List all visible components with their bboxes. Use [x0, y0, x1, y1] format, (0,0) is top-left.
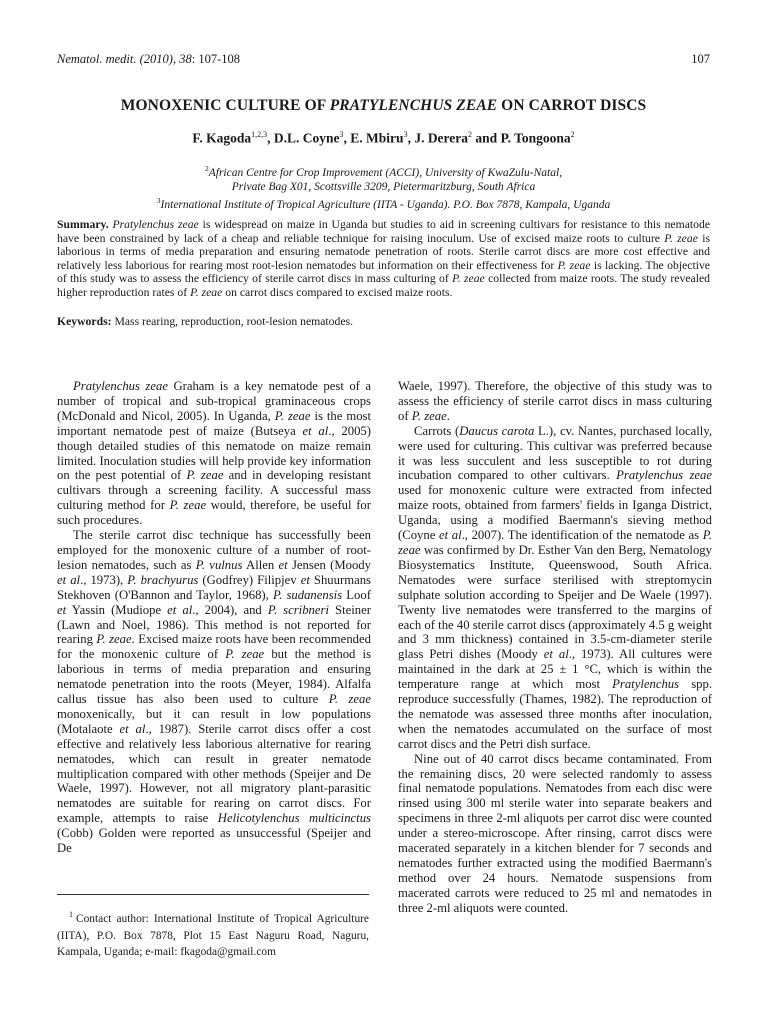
running-head	[57, 52, 710, 67]
species-name: P. zeae	[452, 272, 485, 285]
author-name: , E. Mbiru	[343, 130, 404, 146]
et: et	[57, 602, 67, 617]
affiliations	[57, 162, 710, 212]
body-text: Shuurmans Stekhoven (O'Bannon and Taylor, 1968),	[57, 572, 371, 602]
author-affil-mark: 3	[403, 130, 408, 139]
affil-mark: 3	[156, 195, 161, 205]
body-text: Carrots (	[414, 423, 460, 438]
body-text: spp. reproduce successfully (Thames, 1982). The reproduction of the nematode was assessed three months after inoculation, when the nematodes accumulated on the surface of most carrot discs and the Petri dish surface.	[398, 677, 712, 751]
abstract-text: is widespread on maize in Uganda but studies to aid in screening cultivars for resistance to this nematode have been constrained by lack of a cheap and reliable technique for raising inoculum. Use of excised maize roots to culture	[57, 218, 711, 245]
species-name: P. zeae	[398, 528, 712, 557]
title-text: MONOXENIC CULTURE OF	[120, 97, 330, 114]
body-text: . Excised maize roots have been recommended for the monoxenic culture of	[57, 632, 371, 662]
et-al: et al	[543, 647, 569, 662]
keywords-label: Keywords:	[57, 315, 112, 328]
species-name: Pratylenchus zeae	[73, 379, 168, 393]
author-name: F. Kagoda	[192, 130, 252, 146]
body-text: Jensen (Moody	[287, 557, 371, 572]
title-text-end: ON CARROT DISCS	[497, 97, 647, 114]
species-name: Pratylenchus zeae	[112, 218, 199, 231]
body-paragraph	[398, 752, 712, 916]
species-name: P. zeae	[411, 408, 447, 423]
body-text: The sterile carrot disc technique has successfully been employed for the monoxenic culture of a number of root-lesion nematodes, such as	[57, 528, 371, 572]
species-name: Pratylenchus zeae	[616, 468, 712, 483]
body-text: was confirmed by Dr. Esther Van den Berg, Nematology Biosystematics Institute, Queenswood, South Africa. Nematodes were surface sterilised with streptomycin sulphate solution according to Speijer and De Waele (1997). Twenty live nematodes were transferred to the margins of each of the 40 sterile carrot discs (approximately 4.5 g weight and 3 mm thickness) contained in 3.5-cm-diameter sterile glass Petri dishes (Moody	[398, 542, 712, 662]
page-number: 107	[691, 52, 710, 66]
affil-text: International Institute of Tropical Agriculture (IITA - Uganda). P.O. Box 7878, Kampala, Uganda	[160, 198, 611, 211]
body-text: Allen	[242, 557, 279, 572]
species-name: P. zeae	[274, 408, 311, 423]
body-column-left	[57, 379, 371, 856]
author-list	[57, 130, 710, 147]
species-name: P. zeae	[664, 231, 698, 245]
author-affil-mark: 1,2,3	[251, 130, 268, 139]
body-text: ., 2004), and	[192, 602, 268, 617]
title-species: PRATYLENCHUS ZEAE	[329, 97, 498, 114]
abstract-text: is laborious in terms of media preparation and ensuring nematode penetration of roots. Sterile carrot discs are more cost effective and relatively less laborious for rearing most root-lesion nematodes but information on their effectiveness for	[57, 231, 711, 272]
body-text: Steiner (Lawn and Noel, 1986). This method is not reported for rearing	[57, 602, 371, 647]
body-paragraph	[398, 379, 712, 424]
affiliation-iita	[57, 194, 710, 212]
journal-citation: Nematol. medit. (2010), 38	[57, 52, 192, 66]
body-text: ., 1987). Sterile carrot discs offer a cost effective and relatively less laborious alternative for rearing nematodes, which can result in greater nematode multiplication compared with other methods (Speijer and De Waele, 1997). However, not all migratory plant-parasitic nematodes are suitable for rearing on carrot discs. For example, attempts to raise	[57, 721, 371, 826]
abstract-text: on carrot discs compared to excised maize roots.	[222, 285, 453, 299]
author-name: , D.L. Coyne	[267, 130, 340, 146]
et: et	[300, 572, 310, 587]
species-name: Helicotylenchus multicinctus	[217, 811, 371, 826]
species-name: P. zeae	[225, 647, 265, 662]
affiliation-acci-address: Private Bag X01, Scottsville 3209, Pietermaritzburg, South Africa	[231, 180, 536, 193]
body-text: ., 2005) though detailed studies of this nematode on maize remain limited. Inoculation studies will help provide key information on the pest potential of	[57, 423, 372, 483]
species-name: P. zeae	[186, 468, 224, 483]
species-name: Pratylenchus	[612, 677, 680, 692]
author-affil-mark: 2	[468, 130, 473, 139]
footnote-mark: 1	[69, 910, 73, 919]
body-text: used for monoxenic culture were extracted from infected maize roots, obtained from farmers' fields in Iganga District, Uganda, using a modified Baermann's sieving method (Coyne	[398, 483, 712, 543]
abstract-text: collected from maize roots. The study revealed higher reproduction rates of	[57, 272, 710, 299]
author-name: and P. Tongoona	[472, 130, 571, 146]
species-name: P. sudanensis	[273, 587, 343, 602]
author-name: , J. Derera	[407, 130, 469, 146]
species-name: P. zeae	[328, 692, 371, 707]
footnote	[57, 907, 369, 961]
body-text: ., 1973). All cultures were maintained in the dark at 25 ± 1 °C, which is within the temperature range at which most	[398, 647, 712, 692]
species-name: P. vulnus	[195, 557, 243, 572]
paper-title	[57, 97, 710, 115]
keywords-text: Mass rearing, reproduction, root-lesion nematodes.	[111, 315, 354, 328]
author-affil-mark: 3	[339, 130, 344, 139]
abstract-label: Summary.	[57, 218, 109, 231]
body-text: L.), cv. Nantes, purchased locally, were used for culturing. This cultivar was preferred because it was less succulent and less susceptible to rot during incubation compared to other cultivars.	[398, 423, 713, 483]
body-text: Yassin (Mudiope	[66, 602, 168, 617]
body-text: is the most important nematode pest of maize (Butseya	[57, 408, 371, 438]
body-text: and in developing resistant cultivars through a screening facility. A successful mass culturing method for	[57, 468, 371, 513]
species-name: Daucus carota	[459, 423, 535, 438]
species-name: P. zeae	[169, 498, 207, 513]
body-text: ., 1973),	[80, 572, 128, 587]
keywords	[57, 315, 710, 328]
body-paragraph	[57, 379, 371, 528]
species-name: P. zeae	[190, 285, 223, 299]
body-text: Waele, 1997). Therefore, the objective of this study was to assess the efficiency of sterile carrot discs in mass culturing of	[398, 379, 712, 423]
footnote-divider	[57, 894, 369, 895]
affiliation-acci	[57, 162, 710, 180]
species-name: P. zeae	[557, 258, 591, 272]
species-name: P. zeae	[96, 632, 132, 647]
body-text: Graham is a key nematode pest of a number of tropical and sub-tropical graminaceous crops (McDonald and Nicol, 2005). In Uganda,	[57, 379, 371, 423]
et-al: et al	[302, 423, 329, 438]
body-text: monoxenically, but it can result in low populations (Motalaote	[57, 706, 371, 736]
abstract	[57, 218, 710, 299]
author-affil-mark: 2	[570, 130, 575, 139]
body-paragraph	[57, 528, 371, 856]
species-name: P. scribneri	[267, 602, 329, 617]
body-text: ., 2007). The identification of the nematode as	[461, 528, 703, 543]
footnote-text: Contact author: International Institute of Tropical Agriculture (IITA), P.O. Box 7878, Plot 15 East Naguru Road, Naguru, Kampala, Uganda; e-mail: fkagoda@gmail.com	[57, 912, 369, 959]
body-text: .	[446, 408, 450, 423]
et-al: et al	[57, 572, 81, 587]
affil-text: African Centre for Crop Improvement (ACCI), University of KwaZulu-Natal,	[208, 166, 563, 179]
et-al: et al	[438, 528, 462, 543]
species-name: P. brachyurus	[127, 572, 199, 587]
body-text: Loof	[342, 587, 371, 602]
body-text: but the method is laborious in terms of media preparation and ensuring nematode penetration into the roots (Meyer, 1984). Alfalfa callus tissue has also been used to culture	[57, 647, 372, 707]
page-range: : 107-108	[191, 52, 240, 66]
body-paragraph	[398, 424, 712, 752]
body-column-right	[398, 379, 712, 916]
body-text: (Cobb) Golden were reported as unsuccessful (Speijer and De	[57, 826, 371, 856]
et: et	[278, 557, 288, 572]
body-text: Nine out of 40 carrot discs became contaminated. From the remaining discs, 20 were selected randomly to assess final nematode populations. Nematodes from each disc were rinsed using 300 ml sterile water into separate beakers and specimens in three 2-ml aliquots per carrot disc were counted under a stereo-microscope. After rinsing, carrot discs were macerated separately in a kitchen blender for 7 seconds and nematodes further extracted using the modified Baermann's method over 24 hours. Nematode suspensions from macerated carrots were reduced to 25 ml and nematodes in three 2-ml aliquots were counted.	[398, 751, 712, 915]
abstract-text: is lacking. The objective of this study was to assess the efficiency of sterile carrot discs in mass culturing of	[57, 258, 710, 285]
et-al: et al	[167, 602, 193, 617]
body-text: (Godfrey) Filipjev	[198, 572, 301, 587]
affil-mark: 2	[204, 164, 209, 173]
et-al: et al	[119, 721, 146, 736]
body-text: would, therefore, be useful for such procedures.	[57, 498, 371, 528]
